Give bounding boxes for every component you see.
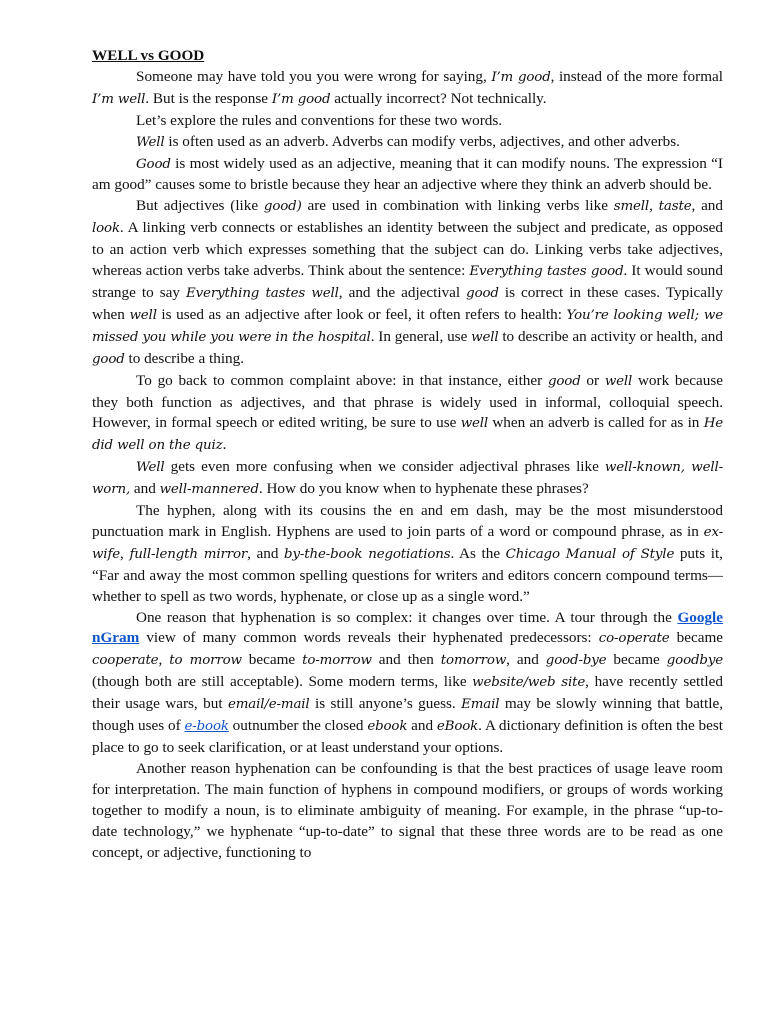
text-run: One reason that hyphenation is so complex: it changes over time. A tour through the [136, 608, 678, 626]
italic-text: well-known, well-worn, [92, 460, 723, 498]
text-run: Someone may have told you you were wrong for saying, [136, 67, 492, 85]
text-run: may be slowly winning that battle, though uses of [92, 695, 724, 735]
italic-text: He did well on the quiz [92, 416, 723, 454]
italic-text: good [466, 285, 499, 301]
italic-text: good [547, 373, 581, 389]
text-run: to describe an activity or health, and [498, 327, 723, 345]
paragraph [92, 371, 723, 458]
italic-text: by-the-book negotiations [284, 546, 451, 562]
text-run: work because they both function as adjectives, and that phrase is widely used in informal, colloquial speech. However, in formal speech or edited writing, be sure to use [92, 371, 723, 432]
italic-text: well [460, 416, 489, 432]
text-run: and then [371, 651, 441, 669]
text-run: , [120, 544, 130, 562]
italic-text: to-morrow [302, 653, 372, 669]
italic-text: email/e-mail [227, 697, 310, 713]
text-run: became [606, 651, 667, 669]
italic-text: Email [461, 697, 500, 713]
text-run: became [241, 651, 303, 669]
document-page [92, 46, 723, 863]
text-run: . A dictionary definition is often the best place to go to seek clarification, or at least understand your options. [92, 717, 724, 756]
text-run: Let’s explore the rules and conventions for these two words. [136, 111, 503, 129]
italic-text: full-length mirror [129, 546, 248, 562]
text-run: . A linking verb connects or establishes an identity between the subject and predicate, as opposed to an action verb which expresses something that the subject can do. Linking verbs take adjectives, whereas action verbs take adverbs. Think about the sentence: [92, 219, 723, 280]
text-run: . How do you know when to hyphenate these phrases? [258, 480, 589, 498]
italic-text: ex-wife [92, 524, 723, 562]
italic-text: taste [658, 199, 692, 215]
italic-text: Well [136, 134, 165, 150]
text-run: . As the [450, 544, 506, 562]
text-run: puts it, “Far and away the most common spelling questions for writers and editors concern compound terms—whether to spell as two words, hyphenate, or close up as a single word.” [92, 544, 723, 605]
text-run: gets even more confusing when we consider adjectival phrases like [164, 458, 605, 476]
italic-text: I’m good [491, 69, 551, 85]
text-run: is most widely used as an adjective, meaning that it can modify nouns. The expression “I am good” causes some to bristle because they hear an adjective where they think an adverb should be. [92, 154, 723, 194]
text-run: are used in combination with linking verbs like [301, 197, 614, 215]
italic-text: Chicago Manual of Style [505, 546, 675, 562]
document-title: WELL vs GOOD [92, 47, 205, 64]
italic-text: Well [136, 460, 165, 476]
paragraph [92, 457, 723, 501]
text-run: to describe a thing. [124, 349, 245, 367]
italic-text: website/web site [472, 675, 586, 691]
text-run: became [669, 629, 723, 647]
text-run: is correct in these cases. Typically when [92, 283, 723, 323]
text-run: Another reason hyphenation can be confounding is that the best practices of usage leave room for interpretation. The main function of hyphens in compound modifiers, or groups of words working together to modify a noun, is to eliminate ambiguity of meaning. For example, in the phrase “up-to-date technology,” we hyphenate “up-to-date” to signal that these three words are to be read as one concept, or adjective, functioning to [92, 759, 723, 861]
text-run: But adjectives (like [136, 197, 264, 215]
text-run: and [130, 480, 160, 498]
text-run: , [649, 197, 659, 215]
italic-text: tomorrow [440, 653, 507, 669]
italic-text: You’re looking well; we missed you while you were in the hospital [92, 307, 723, 345]
italic-text: good) [263, 199, 302, 215]
e-book-link[interactable]: e-book [184, 719, 229, 735]
text-run: view of many common words reveals their hyphenated predecessors: [139, 629, 599, 647]
italic-text: cooperate [92, 653, 159, 669]
italic-text: I’m good [271, 91, 331, 107]
text-run: and [407, 717, 437, 735]
paragraph [92, 501, 723, 608]
italic-text: Everything tastes well [186, 285, 339, 301]
italic-text: good [92, 351, 125, 367]
italic-text: Good [136, 156, 171, 172]
document-body [92, 67, 723, 864]
text-run: is used as an adjective after look or feel, it often refers to health: [156, 305, 567, 323]
text-run: (though both are still acceptable). Some modern terms, like [92, 673, 473, 691]
text-run: . It would sound strange to say [92, 262, 723, 301]
italic-text: I’m well [92, 91, 146, 107]
text-run: The hyphen, along with its cousins the en and em dash, may be the most misunderstood punctuation mark in English. Hyphens are used to join parts of a word or compound phrase, as in [92, 502, 723, 540]
text-run: , [158, 651, 170, 669]
italic-text: ebook [367, 719, 408, 735]
italic-text: well [471, 329, 499, 345]
text-run: . [222, 436, 227, 454]
italic-text: smell [613, 199, 650, 215]
italic-text: well [129, 307, 157, 323]
text-run: , and [691, 197, 723, 215]
text-run: , have recently settled their usage wars, but [92, 673, 723, 713]
text-run: when an adverb is called for as in [488, 414, 704, 432]
text-run: is often used as an adverb. Adverbs can modify verbs, adjectives, and other adverbs. [164, 132, 680, 150]
italic-text: eBook [436, 719, 479, 735]
italic-text: good-bye [545, 653, 607, 669]
text-run: . But is the response [145, 89, 272, 107]
italic-text: co-operate [598, 631, 670, 647]
paragraph [92, 132, 723, 154]
text-run: is still anyone’s guess. [309, 695, 462, 713]
paragraph [92, 608, 723, 759]
italic-text: look [92, 221, 120, 237]
text-run: , and [506, 651, 546, 669]
google-ngram-link[interactable]: Google nGram [92, 608, 723, 647]
text-run: , instead of the more formal [550, 67, 723, 85]
paragraph [92, 154, 723, 197]
text-run: , and [247, 544, 285, 562]
paragraph [92, 759, 723, 864]
paragraph [92, 196, 723, 370]
italic-text: goodbye [666, 653, 724, 669]
italic-text: well-mannered [159, 482, 259, 498]
paragraph [92, 67, 723, 111]
text-run: . In general, use [370, 327, 472, 345]
italic-text: to morrow [169, 653, 242, 669]
text-run: , and the adjectival [338, 283, 467, 301]
text-run: actually incorrect? Not technically. [330, 89, 547, 107]
paragraph [92, 111, 723, 132]
italic-text: well [604, 373, 633, 389]
text-run: outnumber the closed [228, 717, 368, 735]
italic-text: Everything tastes good [469, 264, 624, 280]
text-run: To go back to common complaint above: in that instance, either [136, 371, 548, 389]
text-run: or [580, 371, 605, 389]
